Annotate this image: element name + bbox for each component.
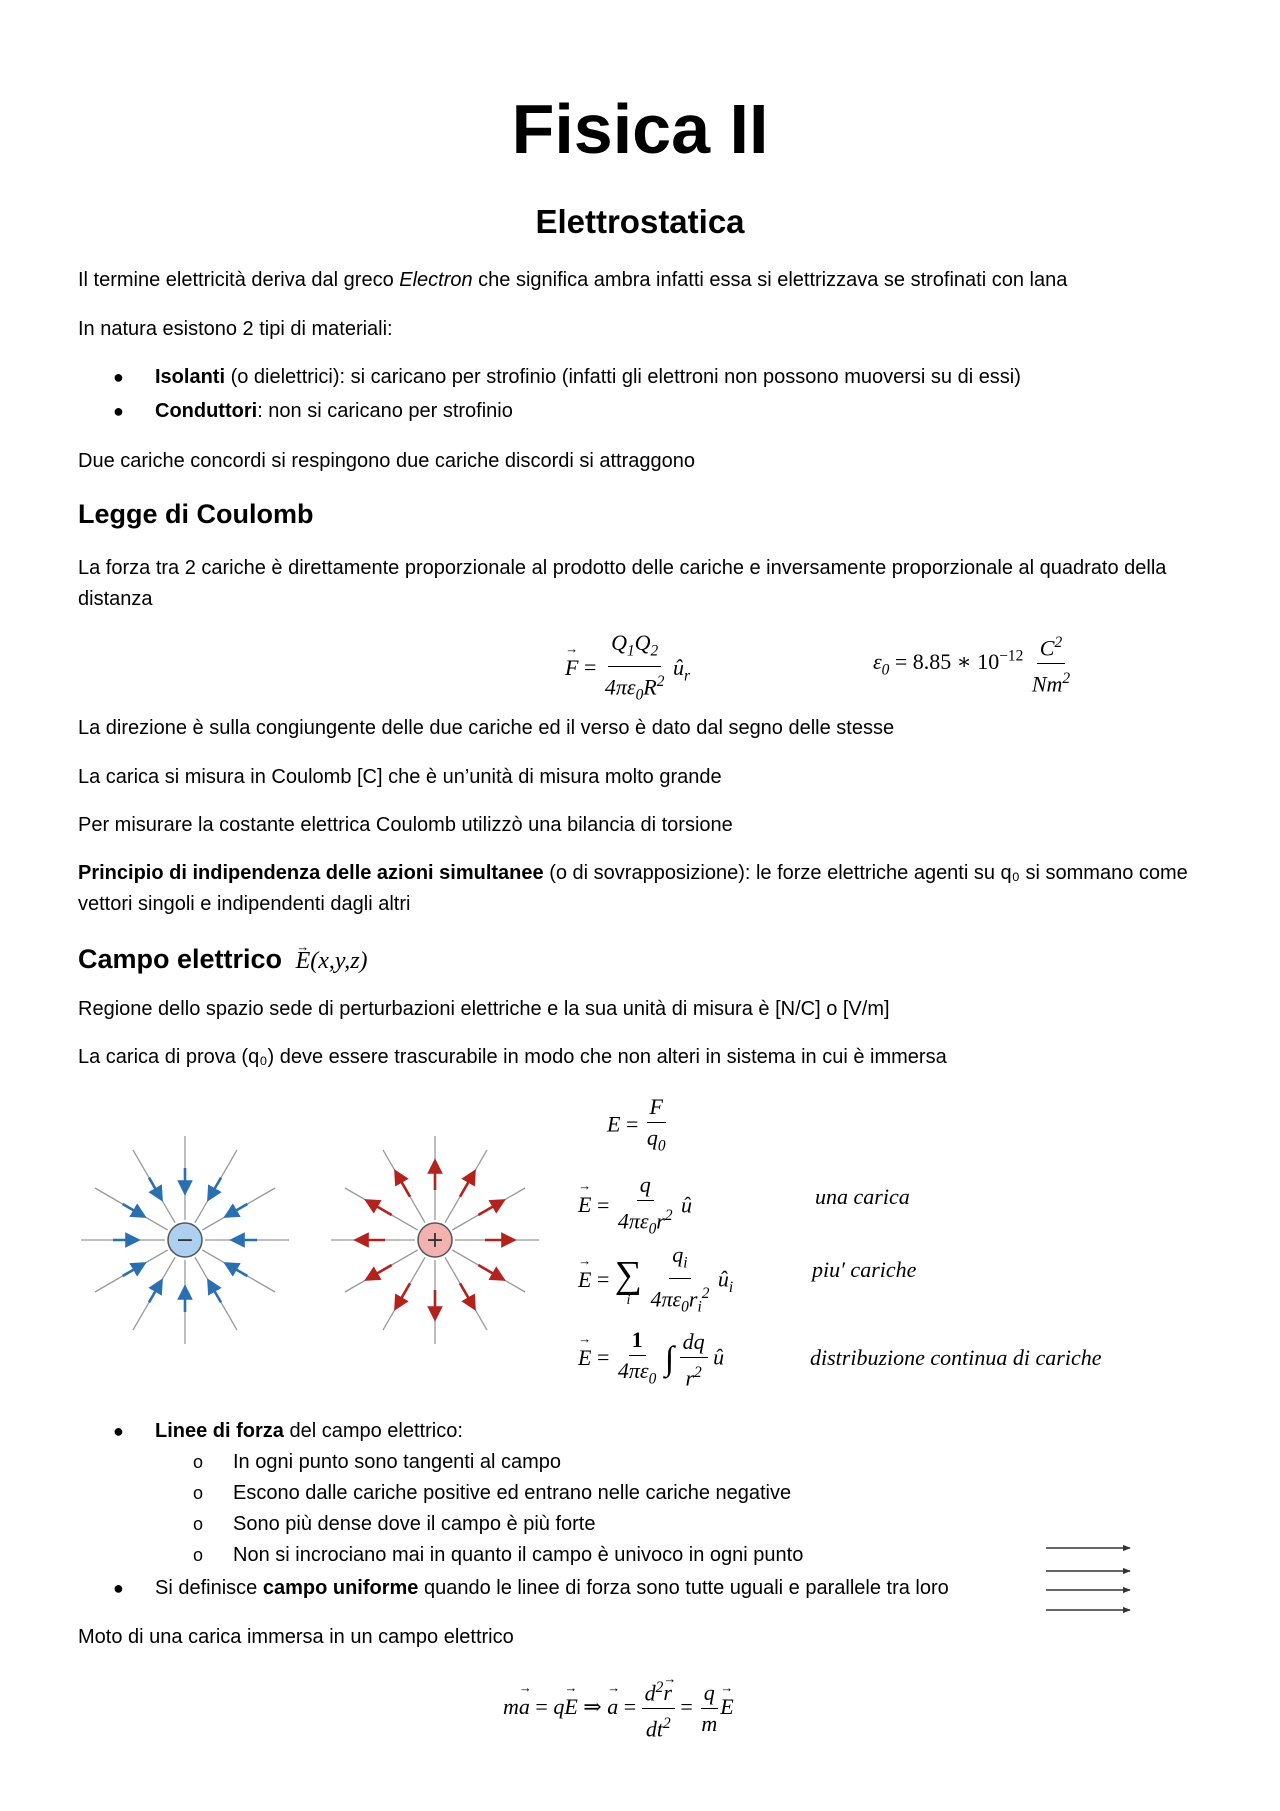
heading-campo-elettrico: Campo elettrico → E(x,y,z)	[78, 941, 368, 979]
circle-bullet-icon: o	[193, 1452, 204, 1472]
motion-formula: m→ a = q→ E ⇒ → a = $\frac{d^2\to r}{dt^2}$ = $\frac{q}{m}$ → E	[503, 1673, 734, 1745]
field-arrow	[149, 1285, 159, 1302]
field-arrow	[211, 1285, 221, 1302]
field-arrow	[371, 1203, 392, 1215]
field-line-property: In ogni punto sono tangenti al campo	[233, 1451, 562, 1473]
field-arrow	[398, 1176, 410, 1197]
material-item-isolanti: Isolanti (o dielettrici): si caricano per strofinio (infatti gli elettroni non possono muoversi su di essi)	[155, 366, 1021, 388]
plus-sign: +	[425, 1228, 445, 1253]
superposition-principle: Principio di indipendenza delle azioni simultanee (o di sovrapposizione): le forze elettriche agenti su q₀ si sommano come vettori singoli e indipendenti dagli altri	[78, 862, 1188, 915]
field-definition-formula: E = $\frac{F}{q_0}$	[607, 1094, 666, 1155]
direction-text: La direzione è sulla congiungente delle due cariche ed il verso è dato dal segno delle stesse	[78, 717, 895, 739]
field-arrow	[398, 1283, 410, 1304]
field-arrow	[460, 1283, 472, 1304]
field-lines-item: Linee di forza del campo elettrico:	[155, 1420, 463, 1442]
field-arrow	[460, 1176, 472, 1197]
field-line-property: Non si incrociano mai in quanto il campo è univoco in ogni punto	[233, 1544, 804, 1566]
bullet-icon: ●	[113, 1578, 124, 1598]
intro-text-start: Il termine elettricità deriva dal greco	[78, 269, 400, 291]
bullet-icon: ●	[113, 367, 124, 387]
material-item-conduttori: Conduttori: non si caricano per strofinio	[155, 400, 513, 422]
label-multiple-charges: piu′ cariche	[812, 1257, 917, 1282]
label-continuous-distribution: distribuzione continua di cariche	[810, 1345, 1102, 1370]
torsion-text: Per misurare la costante elettrica Coulomb utilizzò una bilancia di torsione	[78, 814, 733, 836]
field-continuous-formula: → E = $\frac{1}{4\pi\varepsilon_0}$ ∫ $\frac{dq}{r^2}$ û	[578, 1325, 724, 1394]
field-arrow	[149, 1178, 159, 1195]
section-title-elettrostatica: Elettrostatica	[535, 203, 745, 240]
coulomb-formula: → F = $\frac{Q_1Q_2}{4\pi\varepsilon_0R^2}$ $û_r$	[565, 628, 690, 711]
epsilon-constant: $\varepsilon_0 = 8.85$ ∗ $10^{-12}$ $\frac{C^2}{Nm^2}$	[873, 628, 1073, 700]
test-charge-text: La carica di prova (q₀) deve essere trascurabile in modo che non alteri in sistema in cui è immersa	[78, 1046, 947, 1068]
field-single-charge-formula: → E = $\frac{q}{4\pi\varepsilon_0r^2}$ û	[578, 1170, 692, 1245]
bullet-icon: ●	[113, 401, 124, 421]
minus-sign: −	[175, 1228, 195, 1253]
field-line-property: Sono più dense dove il campo è più forte	[233, 1513, 596, 1535]
materials-intro: In natura esistono 2 tipi di materiali:	[78, 318, 393, 340]
charges-rule: Due cariche concordi si respingono due cariche discordi si attraggono	[78, 450, 696, 472]
field-arrow	[211, 1178, 221, 1195]
field-lines-diagram	[70, 1125, 550, 1355]
coulomb-description: La forza tra 2 cariche è direttamente proporzionale al prodotto delle cariche e inversamente proporzionale al quadrato della distanza	[78, 557, 1167, 610]
label-one-charge: una carica	[815, 1184, 910, 1209]
field-arrow	[478, 1265, 499, 1277]
uniform-field-item: Si definisce campo uniforme quando le linee di forza sono tutte uguali e parallele tra loro	[155, 1577, 949, 1599]
field-arrow	[478, 1203, 499, 1215]
field-arrow	[123, 1204, 140, 1214]
field-arrow	[230, 1204, 247, 1214]
intro-paragraph	[78, 265, 1067, 296]
circle-bullet-icon: o	[193, 1483, 204, 1503]
field-arrow	[123, 1266, 140, 1276]
circle-bullet-icon: o	[193, 1545, 204, 1565]
unit-text: La carica si misura in Coulomb [C] che è un’unità di misura molto grande	[78, 766, 722, 788]
bullet-icon: ●	[113, 1421, 124, 1441]
field-arrow	[230, 1266, 247, 1276]
page-title: Fisica II	[511, 90, 769, 168]
uniform-field-arrows	[1040, 1540, 1140, 1620]
circle-bullet-icon: o	[193, 1514, 204, 1534]
field-line-property: Escono dalle cariche positive ed entrano nelle cariche negative	[233, 1482, 792, 1504]
intro-text-end: che significa ambra infatti essa si elettrizzava se strofinati con lana	[472, 269, 1068, 291]
heading-coulomb: Legge di Coulomb	[78, 499, 314, 529]
motion-text: Moto di una carica immersa in un campo elettrico	[78, 1626, 514, 1648]
field-description: Regione dello spazio sede di perturbazioni elettriche e la sua unità di misura è [N/C] o [V/m]	[78, 998, 890, 1020]
field-multiple-charges-formula: → E = ∑ i $\frac{q_i}{4\pi\varepsilon_0r_i^2}$ $û_i$	[578, 1240, 733, 1323]
intro-emphasis: Electron	[399, 269, 473, 291]
field-arrow	[371, 1265, 392, 1277]
